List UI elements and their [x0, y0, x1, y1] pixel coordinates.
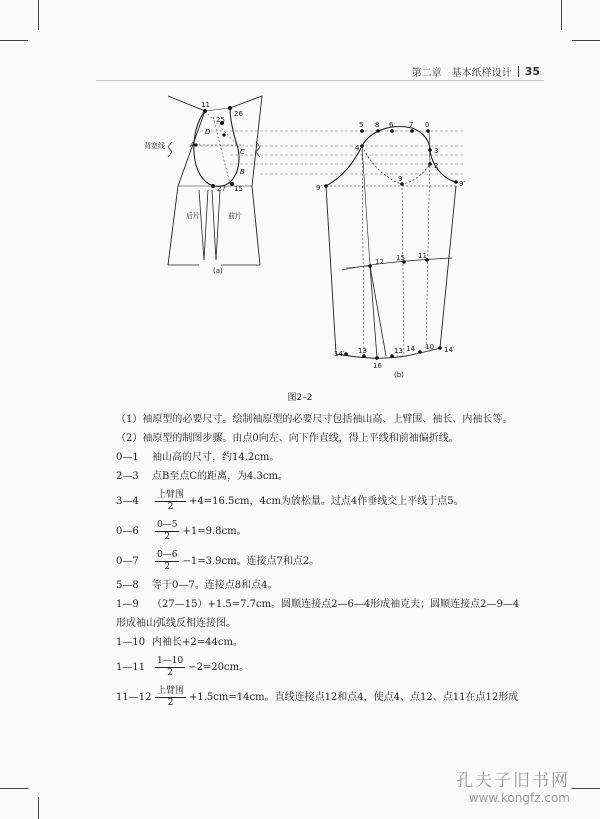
crop-mark: [572, 788, 600, 789]
step-label: 1—9: [116, 599, 139, 610]
label-b-11: 11: [418, 252, 427, 260]
label-D: D: [205, 128, 211, 136]
label-back-width-line: 背宽线: [144, 142, 165, 150]
fraction: [155, 550, 179, 573]
fraction-denominator: 2: [164, 531, 171, 542]
running-header: [412, 64, 540, 79]
step-text: 点B至点C的距离，为4.3cm。: [152, 471, 288, 482]
step-text: 等于0—7。连接点8和点4。: [152, 580, 278, 591]
step-text: 内袖长+2=44cm。: [152, 637, 243, 648]
fraction: [155, 656, 185, 679]
paragraph-drafting-steps: （2）袖原型的制图步骤。由点0向左、向下作直线，得上平线和前袖偏折线。: [116, 433, 459, 444]
step-text: （27—15）+1.5=7.7cm。圆顺连接点2—6—4形成袖克夫；圆顺连接点2—9—4形成袖山弧线反相连接图。: [116, 599, 520, 629]
step-11-12: [96, 682, 526, 712]
step-1-9: [96, 595, 526, 633]
step-text: +1.5cm=14cm。直线连接点12和点4，使点4、点12、点11在点12形成: [189, 691, 519, 703]
step-text: 袖山高的尺寸，约14.2cm。: [152, 452, 280, 463]
step-1-11: [96, 652, 526, 682]
body-text: [96, 410, 526, 712]
watermark: [456, 766, 570, 805]
step-label: 0—6: [116, 525, 139, 537]
subfigure-b-labels: [316, 121, 465, 379]
label-b-7: 7: [409, 121, 414, 129]
label-A: A: [190, 141, 195, 149]
label-point-26: 26: [234, 110, 243, 118]
step-text: +4=16.5cm，4cm为放松量。过点4作垂线交上平线于点5。: [189, 495, 464, 507]
step-label: 3—4: [116, 495, 139, 507]
step-3-4: [96, 486, 526, 516]
label-b-9: 9: [398, 175, 403, 183]
fraction: [155, 686, 186, 709]
label-point-27: 27: [217, 185, 226, 193]
subfigure-a: [168, 96, 262, 265]
fraction: [155, 520, 179, 543]
label-b-2: 2: [434, 162, 439, 170]
label-back-piece: 后片: [186, 212, 200, 220]
crop-mark: [38, 797, 39, 819]
label-b-5: 5: [359, 121, 364, 129]
label-b-8: 8: [375, 121, 380, 129]
step-label: 5—8: [116, 580, 139, 591]
crop-mark: [0, 788, 28, 789]
crop-mark: [561, 0, 562, 30]
fraction-denominator: 2: [164, 561, 171, 572]
label-b-15: 15: [396, 254, 405, 262]
fraction-numerator: 上臂围: [157, 685, 185, 696]
label-C: C: [240, 148, 245, 156]
subfigure-a-caption: (a): [213, 267, 223, 275]
step-2-3: [96, 467, 526, 486]
label-b-14: 14: [406, 345, 415, 353]
fraction-numerator: 0—5: [157, 519, 178, 530]
label-b-10: 10: [425, 343, 434, 351]
step-0-6: [96, 516, 526, 546]
label-b-16: 16: [373, 362, 382, 370]
watermark-url: www.kongfz.com: [468, 791, 570, 805]
fraction: [155, 490, 186, 513]
step-label: 11—12: [116, 691, 152, 703]
label-b-14-left: 14′: [334, 350, 345, 358]
header-rule: [96, 80, 544, 81]
step-text: +1=9.8cm。: [182, 525, 247, 537]
step-label: 0—1: [116, 452, 139, 463]
fraction-denominator: 2: [167, 501, 174, 512]
header-separator: [518, 66, 519, 77]
label-B: B: [240, 168, 245, 176]
subfigure-b-caption: (b): [394, 371, 404, 379]
paragraph-required-sizes: （1）袖原型的必要尺寸。绘制袖原型的必要尺寸包括袖山高、上臂围、袖长、内袖长等。: [116, 414, 513, 425]
label-b-9-left: 9′: [316, 184, 323, 192]
step-label: 1—11: [116, 661, 146, 673]
crop-mark: [572, 40, 600, 41]
step-text: −2=20cm。: [188, 661, 250, 673]
label-front-piece: 前片: [228, 212, 242, 220]
label-point-11: 11: [201, 101, 210, 109]
step-label: 0—7: [116, 555, 139, 567]
label-b-13: 13: [358, 347, 367, 355]
label-b-4: 4: [355, 144, 360, 152]
step-0-1: [96, 448, 526, 467]
label-point-25: 25: [216, 116, 225, 124]
chapter-title: 第二章 基本纸样设计: [411, 68, 512, 79]
label-b-9-right: 9′: [459, 180, 466, 188]
step-label: 1—10: [116, 637, 146, 648]
label-b-14-right: 14′: [444, 346, 455, 354]
page-number: 35: [524, 65, 540, 78]
label-b-0: 0: [425, 121, 430, 129]
label-b-12: 12: [375, 258, 384, 266]
step-text: −1=3.9cm。连接点7和点2。: [182, 555, 320, 567]
step-0-7: [96, 546, 526, 576]
crop-mark: [0, 40, 28, 41]
label-b-6: 6: [389, 121, 394, 129]
fraction-numerator: 上臂围: [157, 489, 185, 500]
figure-caption: 图2–2: [287, 393, 313, 403]
step-label: 2—3: [116, 471, 139, 482]
fraction-denominator: 2: [167, 697, 174, 708]
label-b-13b: 13: [394, 347, 403, 355]
watermark-name: 孔夫子旧书网: [456, 771, 570, 791]
label-point-15: 15: [234, 185, 243, 193]
step-1-10: [96, 633, 526, 652]
fraction-numerator: 1—10: [157, 655, 184, 666]
fraction-numerator: 0—6: [157, 549, 178, 560]
step-5-8: [96, 576, 526, 595]
label-b-3: 3: [434, 147, 439, 155]
sleeve-pattern-figure: [0, 90, 600, 390]
crop-mark: [38, 0, 39, 30]
subfigure-a-labels: [144, 101, 245, 275]
fraction-denominator: 2: [167, 667, 173, 678]
